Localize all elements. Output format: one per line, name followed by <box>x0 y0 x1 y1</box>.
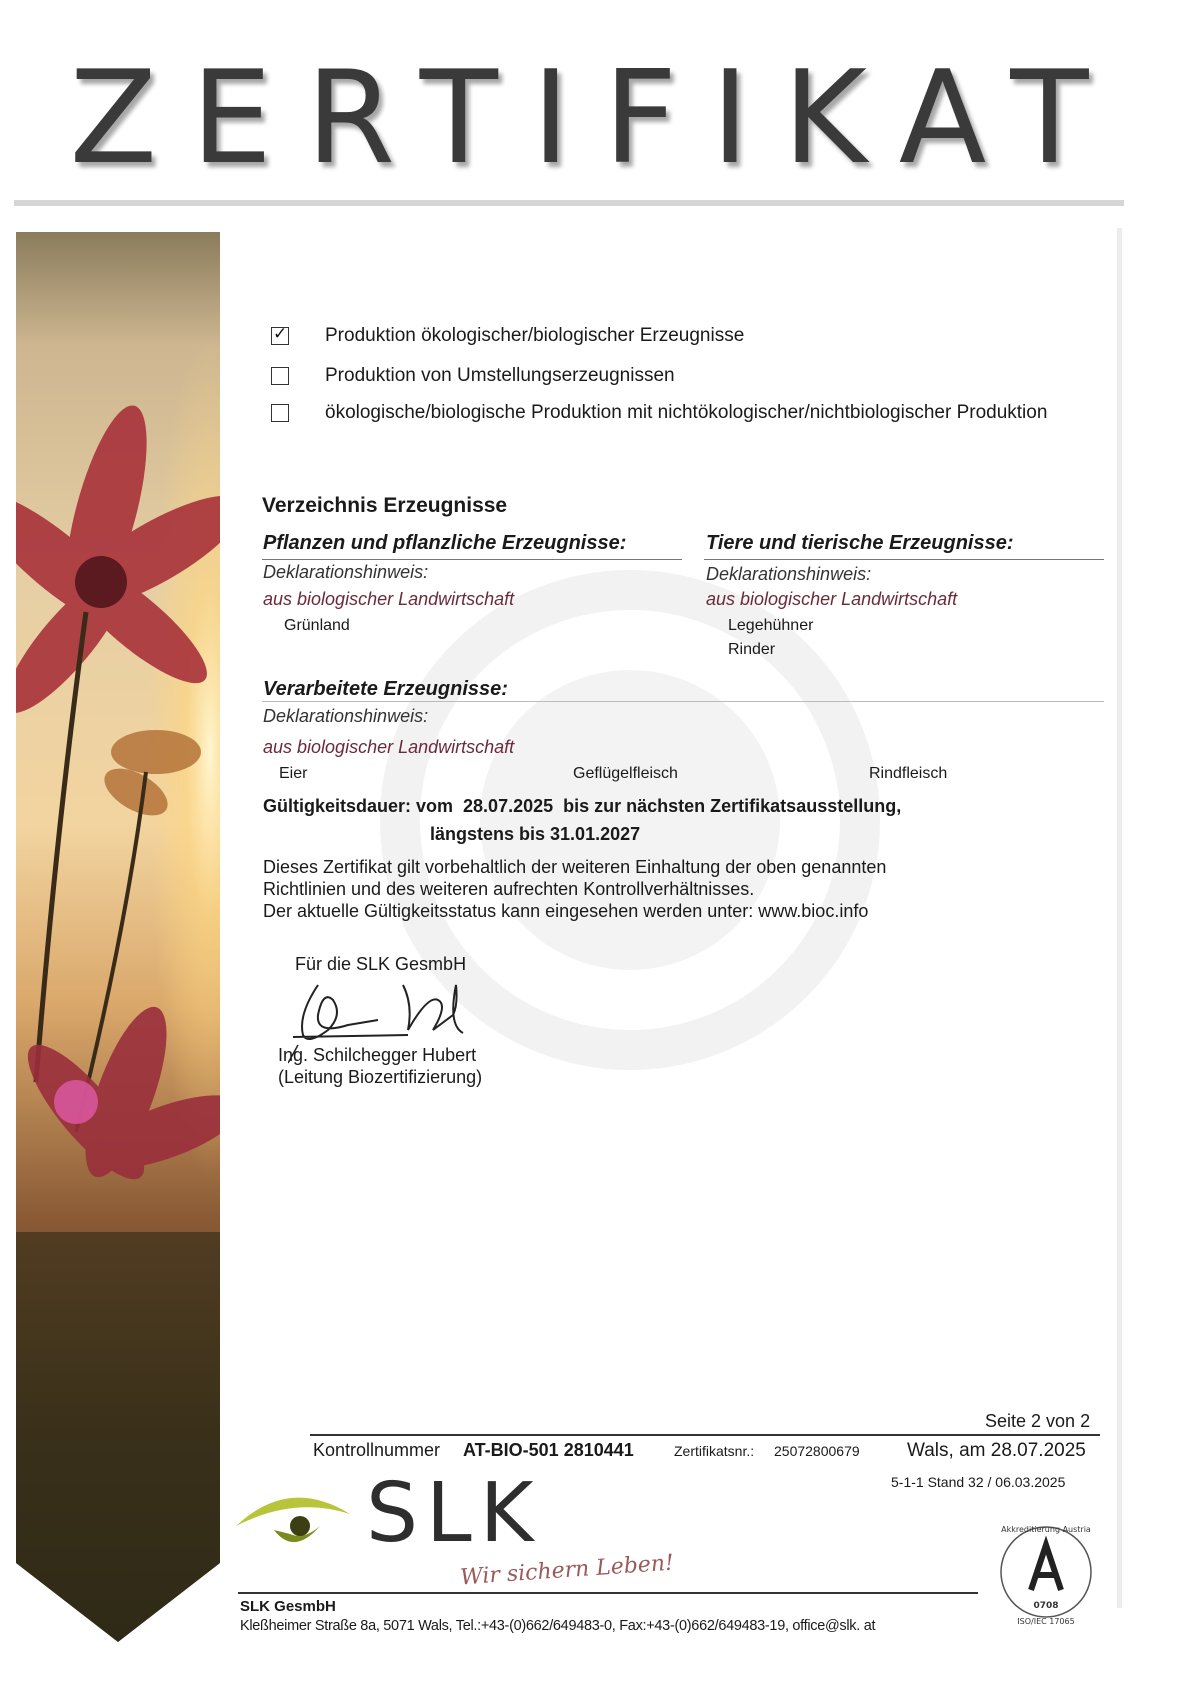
validity-period: Gültigkeitsdauer: vom 28.07.2025 bis zur nächsten Zertifikatsausstellung, <box>263 796 902 816</box>
accreditation-number: 0708 <box>1033 1601 1059 1611</box>
notice-line: Der aktuelle Gültigkeitsstatus kann eingesehen werden unter: www.bioc.info <box>263 901 869 921</box>
right-edge-bar <box>1117 228 1122 1608</box>
cert-number: 25072800679 <box>774 1443 860 1459</box>
processed-decl-value: aus biologischer Landwirtschaft <box>263 737 515 757</box>
accreditation-seal-icon <box>996 1520 1096 1630</box>
option-mixed-label: ökologische/biologische Produktion mit nichtökologischer/nichtbiologischer Produktion <box>325 402 1048 423</box>
document-version: 5-1-1 Stand 32 / 06.03.2025 <box>891 1474 1066 1490</box>
company-address: Kleßheimer Straße 8a, 5071 Wals, Tel.:+43-(0)662/649483-0, Fax:+43-(0)662/649483-19, office@slk. at <box>240 1618 876 1634</box>
plants-decl-label: Deklarationshinweis: <box>263 562 429 582</box>
option-mixed-checkbox <box>271 404 289 422</box>
plants-decl-value: aus biologischer Landwirtschaft <box>263 589 515 609</box>
plants-item: Grünland <box>284 617 350 634</box>
option-conversion-label: Produktion von Umstellungserzeugnissen <box>325 365 675 386</box>
option-organic-label: Produktion ökologischer/biologischer Erzeugnisse <box>325 325 745 346</box>
accreditation-standard: ISO/IEC 17065 <box>1017 1617 1075 1626</box>
notice-line: Dieses Zertifikat gilt vorbehaltlich der weiteren Einhaltung der oben genannten <box>263 857 887 877</box>
control-label: Kontrollnummer <box>313 1440 441 1460</box>
validity-until: längstens bis 31.01.2027 <box>430 824 641 844</box>
processed-decl-label: Deklarationshinweis: <box>263 706 429 726</box>
processed-underline <box>262 701 1104 702</box>
animals-item: Legehühner <box>728 617 814 634</box>
signatory-role: (Leitung Biozertifizierung) <box>278 1067 483 1087</box>
processed-item: Geflügelfleisch <box>573 765 678 782</box>
slk-logo-text: SLK <box>366 1466 542 1561</box>
notice-line: Richtlinien und des weiteren aufrechten Kontrollverhältnisses. <box>263 879 755 899</box>
signatory-name: Ing. Schilchegger Hubert <box>278 1045 477 1065</box>
page-number: Seite 2 von 2 <box>985 1411 1091 1431</box>
signature-for: Für die SLK GesmbH <box>295 954 467 974</box>
option-conversion-checkbox <box>271 367 289 385</box>
animals-heading: Tiere und tierische Erzeugnisse: <box>706 532 1014 554</box>
slk-slogan: Wir sichern Leben! <box>459 1550 675 1591</box>
processed-item: Rindfleisch <box>869 765 948 782</box>
processed-item: Eier <box>279 765 308 782</box>
control-number: AT-BIO-501 2810441 <box>463 1440 634 1460</box>
flower-photo-strip <box>16 232 220 1642</box>
company-name: SLK GesmbH <box>240 1598 336 1615</box>
animals-underline <box>704 559 1104 560</box>
place-date: Wals, am 28.07.2025 <box>907 1440 1086 1461</box>
cert-label: Zertifikatsnr.: <box>674 1443 755 1459</box>
footer-top-rule <box>310 1434 1100 1436</box>
products-heading: Verzeichnis Erzeugnisse <box>262 494 508 517</box>
accreditation-top: Akkreditierung Austria <box>1001 1525 1091 1534</box>
animals-decl-value: aus biologischer Landwirtschaft <box>706 589 958 609</box>
animals-item: Rinder <box>728 641 776 658</box>
title-divider <box>14 200 1124 206</box>
footer-bottom-rule <box>238 1592 978 1594</box>
option-organic-checkbox <box>271 327 289 345</box>
slk-eye-logo-icon <box>234 1486 354 1552</box>
certificate-title: ZERTIFIKAT <box>69 44 1123 193</box>
animals-decl-label: Deklarationshinweis: <box>706 564 872 584</box>
plants-underline <box>262 559 682 560</box>
processed-heading: Verarbeitete Erzeugnisse: <box>263 678 508 700</box>
plants-heading: Pflanzen und pflanzliche Erzeugnisse: <box>263 532 627 554</box>
